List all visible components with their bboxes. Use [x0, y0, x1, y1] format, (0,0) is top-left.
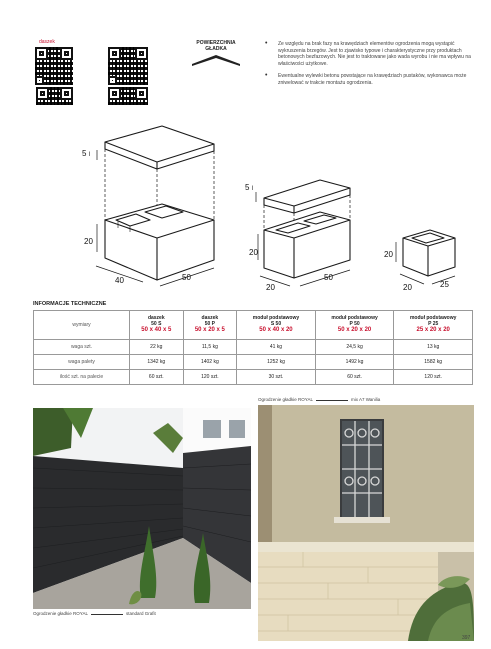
dim-block-mid-height: 20 [249, 248, 258, 257]
note-item: • Ewentualne wylewki betonu powstające na krawędziach pustaków, wykonawca może zniwelować w trakcie montażu ogrodzenia. [262, 73, 477, 86]
table-cell: 13 kg [394, 340, 473, 355]
table-cell: 24,5 kg [315, 340, 394, 355]
table-cell: moduł podstawowy S 50 50 x 40 x 20 [237, 311, 316, 340]
surface-roof-icon [186, 53, 246, 67]
table-row [34, 311, 473, 340]
photo-fence-wanilia [258, 405, 474, 641]
tech-title: INFORMACJE TECHNICZNE [33, 301, 107, 307]
caption-right [258, 397, 380, 402]
table-cell: 11,5 kg [183, 340, 237, 355]
qr-code-icon [108, 87, 148, 105]
spec-table [33, 310, 473, 385]
table-row [34, 340, 473, 355]
table-cell: 41 kg [237, 340, 316, 355]
dim-block-small-depth: 20 [403, 283, 412, 292]
qr-code-icon [108, 47, 148, 85]
dim-block-big-height: 20 [84, 237, 93, 246]
table-cell: 60 szt. [315, 370, 394, 385]
dim-block-big-depth: 40 [115, 276, 124, 285]
surface-line-2: GŁADKA [205, 46, 227, 52]
qr-label: daszek [39, 39, 55, 45]
qr-code-icon [35, 47, 73, 85]
dim-block-mid-length: 50 [324, 273, 333, 282]
caption-left [33, 611, 156, 616]
qr-code-icon [36, 87, 73, 105]
row-label: waga szt. [34, 340, 130, 355]
table-cell: 120 szt. [394, 370, 473, 385]
table-cell: 22 kg [130, 340, 184, 355]
svg-text:l: l [89, 152, 91, 158]
table-cell: moduł podstawowy P 50 50 x 20 x 20 [315, 311, 394, 340]
dim-cap-small-height: 5 [245, 183, 250, 192]
notes-list [262, 41, 477, 92]
dim-block-small-height: 20 [384, 250, 393, 259]
table-cell: 1252 kg [237, 355, 316, 370]
caption-left-b: standard Grafit [125, 611, 156, 616]
dim-block-small-length: 25 [440, 280, 449, 289]
caption-left-a: Ogrodzenie gładkie ROYAL [33, 611, 88, 616]
row-label: ilość szt. na palecie [34, 370, 130, 385]
caption-right-a: Ogrodzenie gładkie ROYAL [258, 397, 313, 402]
table-cell: moduł podstawowy P 25 25 x 20 x 20 [394, 311, 473, 340]
table-cell: 1492 kg [315, 355, 394, 370]
surface-line-1: POWIERZCHNIA [196, 40, 236, 46]
surface-label [186, 40, 246, 67]
table-cell: 120 szt. [183, 370, 237, 385]
svg-text:l: l [252, 186, 254, 192]
table-row [34, 370, 473, 385]
blocks-diagram [0, 120, 491, 300]
table-cell: 30 szt. [237, 370, 316, 385]
note-item: • Ze względu na brak fazy na krawędziach elementów ogrodzenia mogą wystąpić wykruszenia brzegów. Jest to zjawisko typowe i charakterystyczne przy produktach betonowych bezfazowych. Nie jest to traktowane jako wada wyrobu i nie ma wpływu na właściwości użytkowe. [262, 41, 477, 67]
photo-fence-grafit [33, 408, 251, 609]
table-cell: 60 szt. [130, 370, 184, 385]
page-number: 397 [462, 635, 471, 641]
dim-block-mid-depth: 20 [266, 283, 275, 292]
table-cell: daszek 50 P 50 x 20 x 5 [183, 311, 237, 340]
row-label: wymiary [34, 311, 130, 340]
table-row [34, 355, 473, 370]
dim-cap-big-height: 5 [82, 149, 87, 158]
table-cell: 1582 kg [394, 355, 473, 370]
dim-block-big-length: 50 [182, 273, 191, 282]
table-cell: 1402 kg [183, 355, 237, 370]
caption-right-b: mix A7 Wanilia [350, 397, 381, 402]
table-cell: daszek 50 S 50 x 40 x 5 [130, 311, 184, 340]
row-label: waga palety [34, 355, 130, 370]
table-cell: 1342 kg [130, 355, 184, 370]
